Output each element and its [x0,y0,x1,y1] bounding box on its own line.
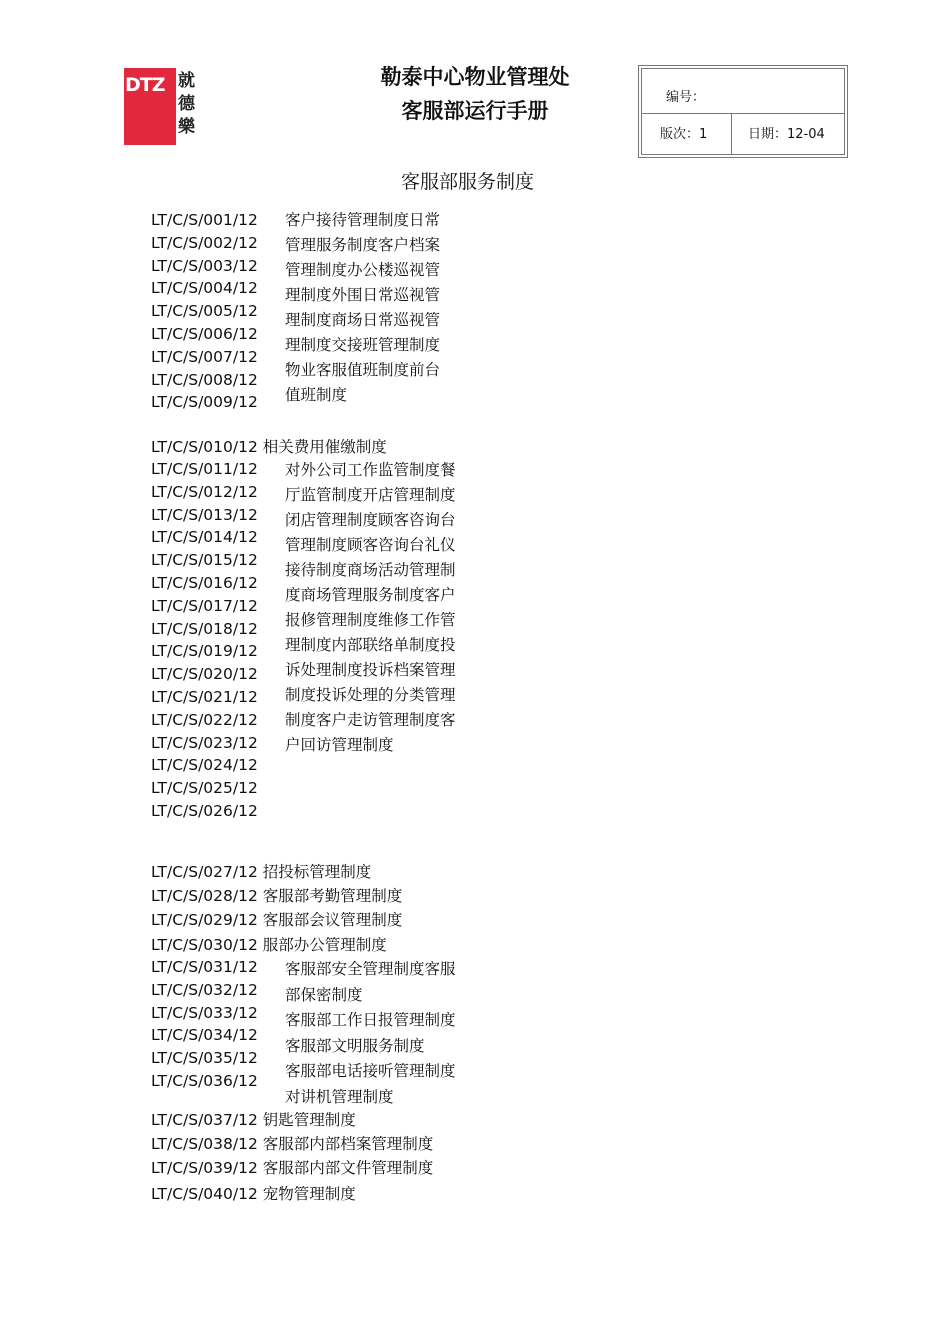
code-line-037: LT/C/S/037/12 钥匙管理制度 [151,1111,356,1129]
name-item: 理制度外围日常巡视管 [285,286,441,304]
code-item: LT/C/S/026/12 [151,801,258,820]
code-item: LT/C/S/023/12 [151,733,258,752]
name-item: 客服部工作日报管理制度 [285,1011,456,1029]
name-item: 管理服务制度客户档案 [285,236,441,254]
code-item: LT/C/S/006/12 [151,324,258,343]
name-list-group2 [285,458,480,758]
logo-char: 就 [178,71,195,91]
logo-char: 樂 [178,117,195,137]
code-item: LT/C/S/015/12 [151,551,258,570]
name-item: 理制度交接班管理制度 [285,336,441,354]
code-line-010: LT/C/S/010/12 相关费用催缴制度 [151,438,387,456]
logo-red-block [124,68,176,145]
company-logo [124,68,198,145]
code-item: LT/C/S/018/12 [151,619,258,638]
document-header-title [300,60,650,128]
code-item: LT/C/S/031/12 [151,958,258,976]
name-list-group1 [285,208,480,408]
name-item: 对外公司工作监管制度餐 [285,461,456,479]
code-item: LT/C/S/013/12 [151,505,258,524]
name-item: 户回访管理制度 [285,736,394,754]
name-item: 客服部文明服务制度 [285,1036,425,1055]
name-item: 客服部电话接听管理制度 [285,1062,456,1080]
code-list-group2 [151,458,258,823]
section-title: 客服部服务制度 [400,171,534,193]
name-item: 值班制度 [285,386,348,404]
code-line-029: LT/C/S/029/12 客服部会议管理制度 [151,911,403,929]
code-item: LT/C/S/009/12 [151,393,258,412]
number-label: 编号： [666,90,706,105]
code-item: LT/C/S/022/12 [151,710,258,729]
code-line-039: LT/C/S/039/12 客服部内部文件管理制度 [151,1159,434,1177]
code-line-040: LT/C/S/040/12 宠物管理制度 [151,1185,356,1203]
code-item: LT/C/S/016/12 [151,573,258,592]
code-item: LT/C/S/033/12 [151,1003,258,1022]
name-item: 管理制度办公楼巡视管 [285,261,441,279]
logo-chinese-text [178,70,198,139]
code-item: LT/C/S/007/12 [151,347,258,366]
code-item: LT/C/S/024/12 [151,756,258,775]
code-item: LT/C/S/012/12 [151,482,258,501]
name-item: 客服部安全管理制度客服 [285,960,456,978]
date-label: 日期：12-04 [748,127,825,142]
code-list-group3 [151,956,258,1093]
name-item: 制度投诉处理的分类管理 [285,686,456,704]
code-line-038: LT/C/S/038/12 客服部内部档案管理制度 [151,1135,434,1153]
name-item: 理制度内部联络单制度投 [285,636,456,654]
code-item: LT/C/S/025/12 [151,779,258,798]
name-item: 闭店管理制度顾客咨询台 [285,511,456,529]
name-item: 物业客服值班制度前台 [285,361,441,379]
code-item: LT/C/S/034/12 [151,1026,258,1045]
logo-char: 德 [178,94,195,114]
code-list-group1 [151,209,258,414]
code-line-030: LT/C/S/030/12 服部办公管理制度 [151,936,387,954]
header-title-line1: 勒泰中心物业管理处 [380,65,570,89]
code-item: LT/C/S/019/12 [151,642,258,661]
code-item: LT/C/S/011/12 [151,460,258,478]
name-item: 制度客户走访管理制度客 [285,711,456,729]
name-item: 接待制度商场活动管理制 [285,561,456,579]
name-item: 管理制度顾客咨询台礼仪 [285,536,456,554]
code-line-028: LT/C/S/028/12 客服部考勤管理制度 [151,887,403,905]
code-line-027: LT/C/S/027/12 招投标管理制度 [151,863,372,881]
code-item: LT/C/S/014/12 [151,528,258,547]
code-item: LT/C/S/032/12 [151,980,258,999]
code-item: LT/C/S/008/12 [151,370,258,389]
code-item: LT/C/S/002/12 [151,233,258,252]
code-item: LT/C/S/003/12 [151,256,258,275]
header-title-line2: 客服部运行手册 [401,99,549,123]
name-item: 报修管理制度维修工作管 [285,611,456,629]
version-label: 版次：1 [660,127,708,142]
code-item: LT/C/S/035/12 [151,1049,258,1068]
name-item: 诉处理制度投诉档案管理 [285,661,456,679]
code-item: LT/C/S/036/12 [151,1071,258,1090]
code-item: LT/C/S/020/12 [151,665,258,684]
name-item: 客户接待管理制度日常 [285,211,441,229]
logo-brand-text: DTZ [125,74,165,96]
name-item: 部保密制度 [285,985,363,1004]
document-info-box [641,68,845,155]
name-item: 对讲机管理制度 [285,1087,394,1106]
code-item: LT/C/S/004/12 [151,279,258,298]
info-number-row [642,69,844,114]
name-item: 度商场管理服务制度客户 [285,586,456,604]
info-divider [731,113,732,154]
name-list-group3 [285,957,480,1110]
code-item: LT/C/S/001/12 [151,211,258,229]
name-item: 理制度商场日常巡视管 [285,311,441,329]
name-item: 厅监管制度开店管理制度 [285,486,456,504]
code-item: LT/C/S/017/12 [151,596,258,615]
code-item: LT/C/S/005/12 [151,302,258,321]
code-item: LT/C/S/021/12 [151,687,258,706]
